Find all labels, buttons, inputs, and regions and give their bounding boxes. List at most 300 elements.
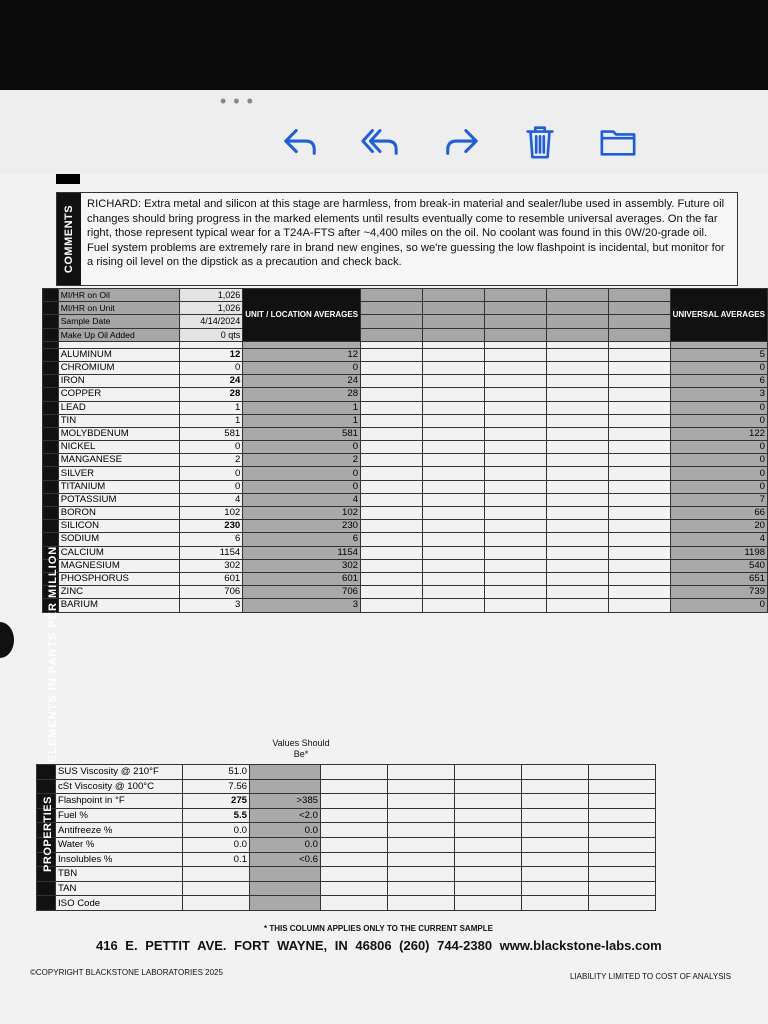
element-value: 2 [179,454,242,467]
empty-column-cell [546,441,608,454]
empty-column-cell [455,867,522,882]
side-bar [43,414,59,427]
element-unit-average: 1154 [243,546,361,559]
element-value: 581 [179,427,242,440]
element-unit-average: 230 [243,520,361,533]
empty-column-cell [321,881,388,896]
forward-button[interactable] [440,120,484,164]
property-value [183,867,250,882]
empty-column-cell [361,401,423,414]
empty-column-cell [422,427,484,440]
side-bar [43,520,59,533]
empty-column-cell [388,852,455,867]
element-name: TIN [58,414,179,427]
folder-icon [599,123,637,161]
empty-column-cell [484,520,546,533]
empty-column-cell [608,441,670,454]
empty-column-cell [422,546,484,559]
sample-info-label: Make Up Oil Added [58,328,179,341]
empty-column-cell [546,572,608,585]
empty-column-cell [546,493,608,506]
element-universal-average: 20 [670,520,767,533]
empty-column-cell [608,493,670,506]
element-unit-average: 6 [243,533,361,546]
element-unit-average: 1 [243,401,361,414]
side-bar [43,454,59,467]
property-should-be [250,779,321,794]
empty-column-cell [546,328,608,341]
empty-column-cell [361,586,423,599]
element-row [43,572,768,585]
property-row [37,837,656,852]
empty-column-cell [455,779,522,794]
header-bar [56,174,80,184]
empty-column-cell [608,315,670,328]
reply-button[interactable] [278,120,322,164]
empty-column-cell [608,289,670,302]
empty-column-cell [484,361,546,374]
property-value: 51.0 [183,765,250,780]
element-universal-average: 0 [670,361,767,374]
empty-column-cell [484,454,546,467]
empty-column-cell [484,348,546,361]
spacer-cell [179,341,242,348]
empty-column-cell [361,599,423,612]
element-name: ZINC [58,586,179,599]
spacer-cell [484,341,546,348]
empty-column-cell [484,302,546,315]
element-value: 4 [179,493,242,506]
empty-column-cell [422,414,484,427]
property-name: Flashpoint in °F [56,794,183,809]
element-name: SILICON [58,520,179,533]
element-value: 3 [179,599,242,612]
comments-text: RICHARD: Extra metal and silicon at this stage are harmless, from break-in material and sealer/lube used in assembly. Future oil changes should bring progress in the marked elements until results eventually come to resemble universal averages. On the far right, those represent typical wear for a T24A-FTS after ~4,400 miles on the oil. No coolant was found in this 0W/20-grade oil. Fuel system problems are extremely rare in brand new engines, so we're guessing the low flashpoint is incidental, but monitor for a rising oil level on the dipstick as a precaution and check back. [87,198,725,269]
move-to-folder-button[interactable] [596,120,640,164]
side-bar [43,427,59,440]
element-name: BARIUM [58,599,179,612]
element-value: 302 [179,559,242,572]
empty-column-cell [522,881,589,896]
empty-column-cell [484,572,546,585]
empty-column-cell [608,388,670,401]
property-should-be [250,867,321,882]
element-row [43,493,768,506]
side-bar [43,375,59,388]
element-universal-average: 6 [670,375,767,388]
empty-column-cell [321,808,388,823]
sample-info-value: 4/14/2024 [179,315,242,328]
property-row [37,808,656,823]
element-value: 0 [179,467,242,480]
empty-column-cell [589,837,656,852]
property-value: 275 [183,794,250,809]
element-universal-average: 5 [670,348,767,361]
empty-column-cell [484,507,546,520]
element-value: 706 [179,586,242,599]
empty-column-cell [422,375,484,388]
element-value: 28 [179,388,242,401]
liability-note: LIABILITY LIMITED TO COST OF ANALYSIS [570,972,732,981]
empty-column-cell [321,867,388,882]
empty-column-cell [484,388,546,401]
empty-column-cell [546,401,608,414]
spacer-cell [243,341,361,348]
empty-column-cell [608,361,670,374]
side-bar [43,401,59,414]
spacer-cell [546,341,608,348]
element-row [43,454,768,467]
element-unit-average: 1 [243,414,361,427]
element-row [43,520,768,533]
empty-column-cell [422,388,484,401]
property-value: 7.56 [183,779,250,794]
empty-column-cell [388,867,455,882]
element-name: ALUMINUM [58,348,179,361]
property-row [37,794,656,809]
element-row [43,414,768,427]
empty-column-cell [522,779,589,794]
side-bar [43,467,59,480]
spacer-cell [422,341,484,348]
screen-top-bezel [0,0,768,92]
element-unit-average: 0 [243,480,361,493]
element-row [43,599,768,612]
empty-column-cell [361,289,423,302]
empty-column-cell [608,467,670,480]
empty-column-cell [608,427,670,440]
property-name: ISO Code [56,896,183,911]
element-value: 102 [179,507,242,520]
side-bar [43,341,59,348]
empty-column-cell [546,533,608,546]
side-bar [43,493,59,506]
empty-column-cell [361,467,423,480]
spacer-row [43,341,768,348]
element-universal-average: 3 [670,388,767,401]
property-name: cSt Viscosity @ 100°C [56,779,183,794]
empty-column-cell [608,375,670,388]
empty-column-cell [455,765,522,780]
empty-column-cell [388,881,455,896]
empty-column-cell [546,507,608,520]
side-bar [43,348,59,361]
empty-column-cell [361,302,423,315]
empty-column-cell [422,328,484,341]
element-row [43,533,768,546]
empty-column-cell [321,794,388,809]
empty-column-cell [546,348,608,361]
empty-column-cell [361,375,423,388]
empty-column-cell [361,533,423,546]
property-row [37,765,656,780]
empty-column-cell [546,546,608,559]
footnote: * THIS COLUMN APPLIES ONLY TO THE CURRENT SAMPLE [264,924,493,933]
element-unit-average: 302 [243,559,361,572]
empty-column-cell [455,896,522,911]
property-name: Water % [56,837,183,852]
empty-column-cell [321,779,388,794]
property-name: TBN [56,867,183,882]
empty-column-cell [321,852,388,867]
empty-column-cell [361,315,423,328]
side-bar [43,361,59,374]
empty-column-cell [484,467,546,480]
empty-column-cell [455,823,522,838]
element-universal-average: 0 [670,401,767,414]
element-row [43,401,768,414]
empty-column-cell [484,289,546,302]
element-unit-average: 0 [243,361,361,374]
trash-button[interactable] [518,120,562,164]
empty-column-cell [484,441,546,454]
property-should-be: >385 [250,794,321,809]
empty-column-cell [455,881,522,896]
element-name: SODIUM [58,533,179,546]
sample-info-label: MI/HR on Unit [58,302,179,315]
empty-column-cell [546,520,608,533]
sample-info-value: 0 qts [179,328,242,341]
empty-column-cell [546,414,608,427]
element-universal-average: 0 [670,454,767,467]
empty-column-cell [422,507,484,520]
side-bar [43,289,59,302]
property-should-be: <0.6 [250,852,321,867]
element-unit-average: 24 [243,375,361,388]
comments-label: COMMENTS [57,193,81,285]
empty-column-cell [589,852,656,867]
universal-averages-header: UNIVERSAL AVERAGES [670,289,767,342]
empty-column-cell [321,837,388,852]
side-bar [43,328,59,341]
empty-column-cell [522,823,589,838]
element-value: 0 [179,480,242,493]
side-bar [43,315,59,328]
empty-column-cell [484,427,546,440]
sample-info-row [43,302,768,315]
empty-column-cell [522,765,589,780]
element-name: POTASSIUM [58,493,179,506]
empty-column-cell [589,765,656,780]
sample-info-value: 1,026 [179,289,242,302]
empty-column-cell [455,852,522,867]
element-value: 12 [179,348,242,361]
empty-column-cell [484,480,546,493]
sample-info-value: 1,026 [179,302,242,315]
empty-column-cell [422,599,484,612]
property-row [37,852,656,867]
element-row [43,546,768,559]
empty-column-cell [361,559,423,572]
should-be-header: Values Should Be* [272,738,330,759]
property-should-be [250,881,321,896]
element-universal-average: 4 [670,533,767,546]
empty-column-cell [455,794,522,809]
empty-column-cell [546,559,608,572]
empty-column-cell [522,837,589,852]
element-universal-average: 739 [670,586,767,599]
empty-column-cell [608,520,670,533]
empty-column-cell [608,414,670,427]
empty-column-cell [484,401,546,414]
element-universal-average: 1198 [670,546,767,559]
empty-column-cell [522,808,589,823]
elements-table [42,288,768,613]
empty-column-cell [546,427,608,440]
attachment-document[interactable] [0,174,768,1024]
empty-column-cell [608,401,670,414]
element-unit-average: 28 [243,388,361,401]
element-universal-average: 66 [670,507,767,520]
element-unit-average: 2 [243,454,361,467]
property-value: 5.5 [183,808,250,823]
empty-column-cell [522,896,589,911]
empty-column-cell [361,520,423,533]
empty-column-cell [422,586,484,599]
empty-column-cell [388,896,455,911]
property-name: Fuel % [56,808,183,823]
element-name: CALCIUM [58,546,179,559]
element-universal-average: 0 [670,467,767,480]
property-value: 0.0 [183,823,250,838]
empty-column-cell [484,559,546,572]
empty-column-cell [321,896,388,911]
property-value [183,896,250,911]
comments-box [56,192,738,286]
empty-column-cell [388,808,455,823]
empty-column-cell [321,765,388,780]
element-universal-average: 651 [670,572,767,585]
empty-column-cell [422,572,484,585]
empty-column-cell [546,599,608,612]
element-name: NICKEL [58,441,179,454]
property-row [37,881,656,896]
element-value: 1 [179,414,242,427]
forward-icon [443,123,481,161]
empty-column-cell [361,454,423,467]
property-name: SUS Viscosity @ 210°F [56,765,183,780]
element-name: BORON [58,507,179,520]
empty-column-cell [388,779,455,794]
empty-column-cell [522,867,589,882]
sample-info-row [43,315,768,328]
element-universal-average: 0 [670,441,767,454]
element-name: MAGNESIUM [58,559,179,572]
empty-column-cell [361,427,423,440]
empty-column-cell [361,348,423,361]
empty-column-cell [546,375,608,388]
element-universal-average: 0 [670,480,767,493]
unit-averages-header: UNIT / LOCATION AVERAGES [243,289,361,342]
empty-column-cell [484,315,546,328]
element-name: TITANIUM [58,480,179,493]
property-value: 0.0 [183,837,250,852]
empty-column-cell [589,779,656,794]
empty-column-cell [608,348,670,361]
element-row [43,361,768,374]
empty-column-cell [361,493,423,506]
empty-column-cell [608,328,670,341]
empty-column-cell [361,507,423,520]
element-value: 24 [179,375,242,388]
empty-column-cell [589,867,656,882]
element-name: COPPER [58,388,179,401]
spacer-cell [608,341,670,348]
empty-column-cell [608,480,670,493]
element-value: 230 [179,520,242,533]
element-name: IRON [58,375,179,388]
element-row [43,480,768,493]
element-row [43,586,768,599]
empty-column-cell [422,520,484,533]
reply-all-button[interactable] [358,120,402,164]
element-value: 1 [179,401,242,414]
sample-info-row [43,289,768,302]
properties-table [36,764,656,911]
element-value: 0 [179,441,242,454]
sample-info-label: MI/HR on Oil [58,289,179,302]
empty-column-cell [608,586,670,599]
reply-all-icon [361,123,399,161]
element-universal-average: 0 [670,414,767,427]
empty-column-cell [455,808,522,823]
element-row [43,507,768,520]
element-unit-average: 102 [243,507,361,520]
element-name: MANGANESE [58,454,179,467]
empty-column-cell [422,441,484,454]
property-value [183,881,250,896]
empty-column-cell [589,823,656,838]
more-dots-icon[interactable]: • • • [220,91,254,111]
element-unit-average: 0 [243,467,361,480]
empty-column-cell [608,599,670,612]
empty-column-cell [388,837,455,852]
empty-column-cell [546,289,608,302]
empty-column-cell [484,599,546,612]
property-name: Antifreeze % [56,823,183,838]
empty-column-cell [522,852,589,867]
side-bar [43,302,59,315]
empty-column-cell [361,328,423,341]
element-row [43,559,768,572]
empty-column-cell [608,533,670,546]
empty-column-cell [589,896,656,911]
empty-column-cell [361,572,423,585]
empty-column-cell [484,375,546,388]
empty-column-cell [608,559,670,572]
property-should-be [250,765,321,780]
mail-toolbar [0,90,768,170]
element-unit-average: 601 [243,572,361,585]
empty-column-cell [608,546,670,559]
trash-icon [521,123,559,161]
empty-column-cell [388,794,455,809]
empty-column-cell [546,454,608,467]
empty-column-cell [546,315,608,328]
property-row [37,896,656,911]
empty-column-cell [589,881,656,896]
element-unit-average: 581 [243,427,361,440]
element-universal-average: 122 [670,427,767,440]
property-name: Insolubles % [56,852,183,867]
element-universal-average: 7 [670,493,767,506]
property-should-be [250,896,321,911]
sample-info-label: Sample Date [58,315,179,328]
element-name: PHOSPHORUS [58,572,179,585]
element-row [43,375,768,388]
empty-column-cell [484,546,546,559]
element-name: LEAD [58,401,179,414]
